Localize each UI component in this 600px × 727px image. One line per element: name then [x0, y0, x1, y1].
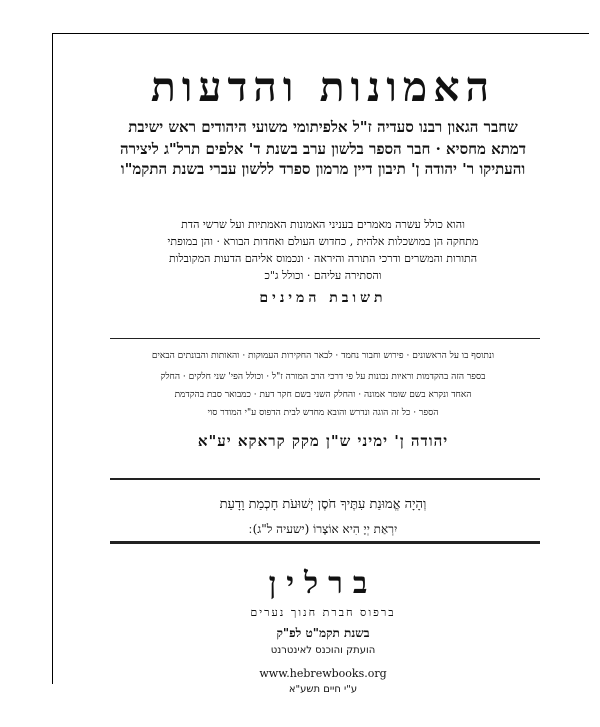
- description-line: מתחקה הן במושכלות אלהית , כחדוש העולם ואחדות הבורא · והן במופתי: [167, 235, 479, 248]
- subtitle-line: דמתא מחסיא · חבר הספר בלשון ערב בשנת ד' אלפים תרל"ג ליצירה: [119, 140, 526, 158]
- footer-credit-date: ע"י חיים תשע"א: [288, 684, 358, 695]
- book-title: האמונות והדעות: [150, 63, 496, 111]
- subtitle-line: והעתיקו ר' יהודה ן' תיבון דיין מרמון ספרד ללשון עברי בשנת התקמ"ו: [120, 160, 526, 178]
- divider: [110, 478, 540, 480]
- section-title: תשובת המינים: [259, 290, 387, 306]
- publication-year: בשנת תקמ"ט לפ"ק: [276, 626, 370, 640]
- editor-line: יהודה ן' ימיני ש"ן מקק קראקא יע"א: [197, 432, 449, 450]
- verse-line: יִרְאַת יְיָ הִיא אוֹצָרוֹ (ישעיה ל"ג) ׃: [248, 522, 398, 536]
- subtitle-line: שחבר הגאון רבנו סעדיה ז"ל אלפיתומי משועי היהודים ראש ישיבת: [128, 118, 518, 136]
- description-line: והסתירה עליהם · וכולל ג"כ: [264, 269, 382, 282]
- description-line: התורות והמשרים ודרכי התורה והיראה · ונכמוס אליהם הדעות המקובלות: [168, 252, 478, 265]
- supplement-line: ונתוסף בו על הראשונים · פירוש וחבור נחמד · לבאר החקירות העמוקות · והאותות והבונתים הבאים: [151, 351, 495, 361]
- city-name: ברלין: [268, 566, 378, 601]
- footer-credit: הועתק והוכנס לאינטרנט: [270, 645, 376, 656]
- press-name: ברפוס חברת חנוך נערים: [250, 606, 396, 619]
- supplement-line: בספר הזה בהקדמות וראיות נכונות על פי דרכי הרב המורה ז"ל · וכולל הפי' שני חלקים · החלק: [160, 372, 486, 382]
- description-line: והוא כולל עשרה מאמרים בעניני האמונות האמתיות ועל שרשי הדת: [181, 218, 465, 231]
- footer-url[interactable]: www.hebrewbooks.org: [259, 667, 387, 680]
- divider: [110, 338, 540, 339]
- divider: [110, 541, 540, 544]
- supplement-line: האחד ונקרא בשם שומר אמונה · והחלק השני בשם חקר דעת · כמבואר סבת בהקדמת: [174, 390, 472, 400]
- supplement-line: הספר · כל זה הוגה ונדרש והובא מחדש לבית הדפוס ע"י המודר סוי: [207, 408, 439, 418]
- verse-line: וְהָיָה אֱמוּנַת עִתֶּיךָ חֹסֶן יְשׁוּעֹת חָכְמַת וָדָעַת: [219, 497, 427, 512]
